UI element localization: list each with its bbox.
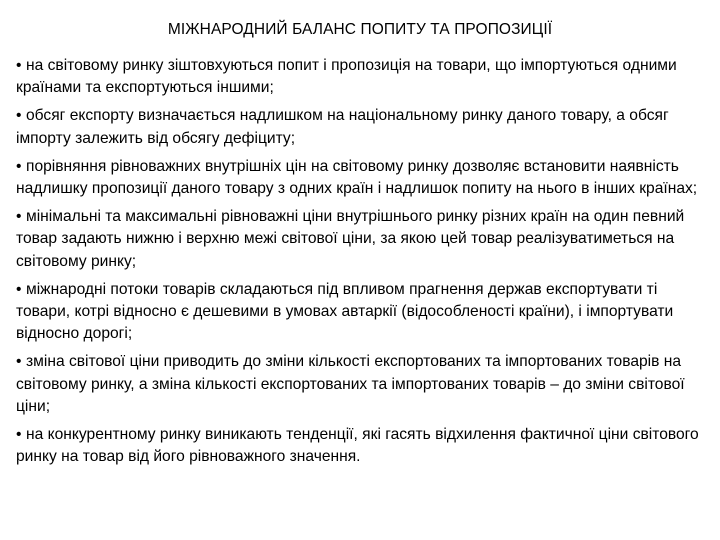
bullet-text: на світовому ринку зіштовхуються попит і пропозиція на товари, що імпортуються одними країнами та експортуються іншими;: [16, 57, 677, 97]
bullet-icon: •: [16, 157, 22, 175]
bullet-icon: •: [16, 353, 22, 371]
bullet-list: [16, 55, 712, 474]
bullet-icon: •: [16, 426, 22, 444]
bullet-text: мінімальні та максимальні рівноважні ціни внутрішнього ринку різних країн на один певний товар задають нижню і верхню межі світової ціни, за якою цей товар реалізуватиметься на світовому ринку;: [16, 208, 685, 270]
bullet-text: обсяг експорту визначається надлишком на національному ринку даного товару, а обсяг імпорту залежить від обсягу дефіциту;: [16, 107, 669, 147]
bullet-item: [16, 206, 712, 273]
bullet-item: [16, 351, 712, 418]
bullet-icon: •: [16, 107, 22, 125]
bullet-item: [16, 279, 712, 346]
bullet-text: на конкурентному ринку виникають тенденції, які гасять відхилення фактичної ціни світового ринку на товар від його рівноважного значення.: [16, 426, 699, 466]
bullet-item: [16, 105, 712, 149]
bullet-text: зміна світової ціни приводить до зміни кількості експортованих та імпортованих товарів на світовому ринку, а зміна кількості експортованих та імпортованих товарів – до зміни світової ціни;: [16, 353, 685, 415]
bullet-item: [16, 424, 712, 468]
bullet-item: [16, 55, 712, 99]
bullet-item: [16, 156, 712, 200]
bullet-text: порівняння рівноважних внутрішніх цін на світовому ринку дозволяє встановити наявність надлишку пропозиції даного товару з одних країн і надлишок попиту на нього в інших країнах;: [16, 157, 698, 198]
bullet-icon: •: [16, 208, 22, 226]
slide-title: МІЖНАРОДНИЙ БАЛАНС ПОПИТУ ТА ПРОПОЗИЦІЇ: [167, 21, 553, 38]
bullet-icon: •: [16, 280, 22, 298]
bullet-icon: •: [16, 57, 22, 74]
bullet-text: міжнародні потоки товарів складаються під впливом прагнення держав експортувати ті товари, котрі відносно є дешевими в умовах автаркії (відособленості країни), і імпортувати відносно дорогі;: [16, 280, 674, 343]
